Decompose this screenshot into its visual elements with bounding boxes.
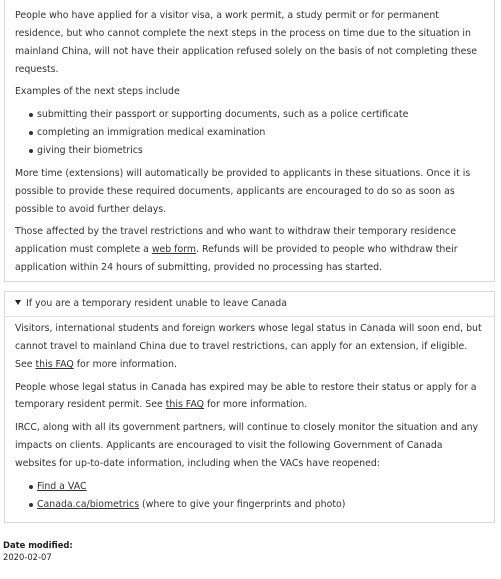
next-steps-list bbox=[15, 106, 484, 160]
details-panel-temporary-resident bbox=[4, 291, 495, 523]
biometrics-link[interactable]: Canada.ca/biometrics bbox=[37, 498, 140, 510]
caret-down-icon bbox=[15, 300, 21, 305]
details-summary-toggle[interactable] bbox=[5, 292, 494, 317]
extensions-paragraph: More time (extensions) will automatically be provided to applicants in these situations. Once it is possible to provide these required documents, applicants are encouraged to do so as soon as possible to avoid further delays. bbox=[15, 167, 471, 215]
list-item: Canada.ca/biometrics (where to give your fingerprints and photo) bbox=[29, 496, 484, 514]
list-item: completing an immigration medical examination bbox=[29, 124, 484, 142]
next-steps-heading: Examples of the next steps include bbox=[15, 86, 180, 98]
details-summary-label: If you are a temporary resident unable to leave Canada bbox=[26, 298, 287, 309]
intro-paragraph: People who have applied for a visitor visa, a work permit, a study permit or for permanent residence, but who cannot complete the next steps in the process on time due to the situation in mainland China, will not have their application refused solely on the basis of not completing these requests. bbox=[15, 10, 478, 75]
list-item: submitting their passport or supporting documents, such as a police certificate bbox=[29, 106, 484, 124]
resources-list bbox=[15, 478, 484, 514]
restore-status-paragraph: People whose legal status in Canada has expired may be able to restore their status or apply for a temporary resident permit. See this FAQ for more information. bbox=[15, 381, 477, 411]
list-item bbox=[29, 478, 484, 496]
details-panel-china-applicants bbox=[4, 0, 495, 282]
faq-link-extension[interactable]: this FAQ bbox=[35, 358, 74, 370]
date-modified-label: Date modified: bbox=[3, 540, 73, 550]
date-modified-value: 2020-02-07 bbox=[3, 551, 52, 562]
extension-paragraph: Visitors, international students and foreign workers whose legal status in Canada will soon end, but cannot travel to mainland China due to travel restrictions, can apply for an extension, if eligible. See this FAQ for more information. bbox=[15, 323, 482, 370]
faq-link-restore[interactable]: this FAQ bbox=[165, 399, 204, 411]
monitor-paragraph: IRCC, along with all its government partners, will continue to closely monitor the situation and any impacts on clients. Applicants are encouraged to visit the following Government of Canada websites for up-to-date information, including when the VACs have reopened: bbox=[15, 422, 479, 470]
web-form-link[interactable]: web form bbox=[151, 244, 197, 256]
withdraw-paragraph: Those affected by the travel restrictions and who want to withdraw their temporary residence application must complete a web form. Refunds will be provided to people who withdraw their application within 24 hours of submitting, provided no processing has started. bbox=[15, 226, 458, 274]
find-vac-link[interactable]: Find a VAC bbox=[37, 480, 87, 492]
date-modified bbox=[3, 540, 73, 564]
list-item: giving their biometrics bbox=[29, 142, 484, 160]
